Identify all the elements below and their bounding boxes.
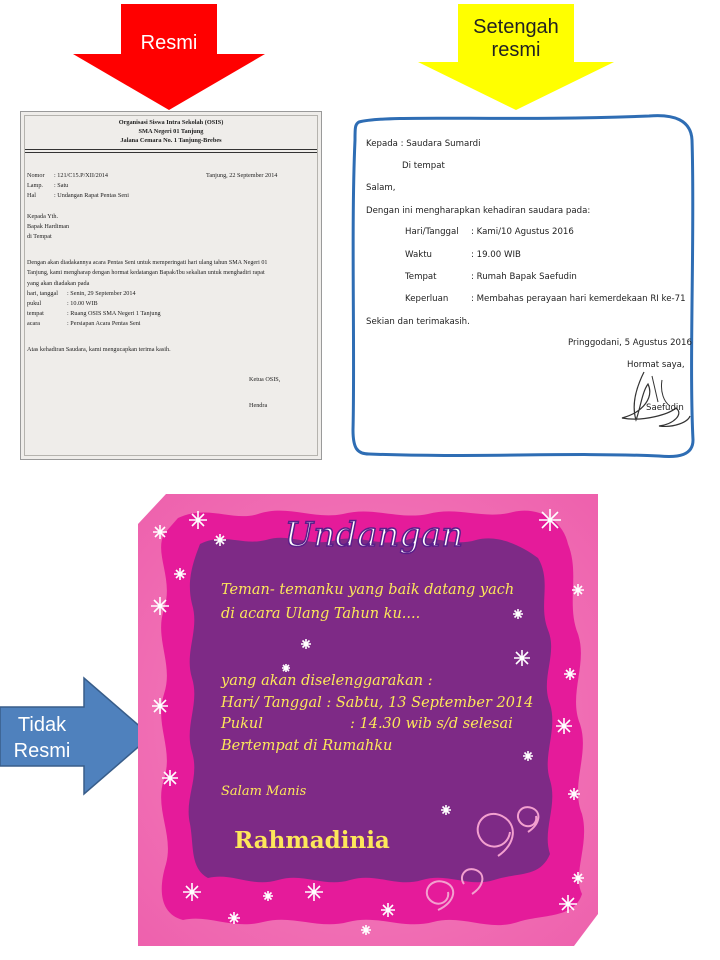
snowflake-icon <box>539 509 561 531</box>
snowflake-icon <box>153 525 167 539</box>
semi-waktu-label: Waktu <box>405 250 433 260</box>
formal-body-2: Tanjung, kami mengharap dengan hormat kedatangan Bapak/Ibu sekalian untuk menghadiri rapat <box>27 270 265 276</box>
semi-hari-label: Hari/Tanggal <box>405 227 459 237</box>
formal-place-date: Tanjung, 22 September 2014 <box>206 172 278 179</box>
invitation-name: Rahmadinia <box>234 827 390 854</box>
formal-address: Jalana Cemara No. 1 Tanjung-Brebes <box>120 137 222 144</box>
semi-place-date: Pringgodani, 5 Agustus 2016 <box>568 338 692 348</box>
formal-org: Organisasi Siswa Intra Sekolah (OSIS) <box>118 119 224 126</box>
semi-formal-letter <box>349 110 696 460</box>
formal-acara-label: acara <box>27 320 41 327</box>
snowflake-icon <box>381 903 395 917</box>
snowflake-icon <box>556 718 572 734</box>
resmi-arrow <box>73 4 265 110</box>
invitation-line2: di acara Ulang Tahun ku.... <box>221 606 421 622</box>
invitation-line5-label: Pukul <box>221 716 263 732</box>
invitation-salam: Salam Manis <box>221 784 307 799</box>
formal-body-3: yang akan diadakan pada <box>27 280 90 287</box>
formal-nomor-value: : 121/C15.P/XII/2014 <box>54 172 108 179</box>
formal-lamp-value: : Satu <box>54 182 69 189</box>
semi-di-tempat: Di tempat <box>402 161 445 171</box>
formal-header-rule-thin <box>25 152 317 153</box>
formal-closing: Atas kehadiran Saudara, kami mengucapkan terima kasih. <box>27 346 171 353</box>
formal-body-1: Dengan akan diadakannya acara Pentas Seni untuk memperingati hari ulang tahun SMA Negeri 01 <box>27 260 268 266</box>
formal-tempat-label: tempat <box>27 310 44 317</box>
semi-salam: Salam, <box>366 183 396 193</box>
snowflake-icon <box>282 664 290 672</box>
formal-to-1: Kepada Yth. <box>27 213 59 220</box>
semi-keperluan-value: : Membahas perayaan hari kemerdekaan RI ke-71 <box>471 294 686 304</box>
semi-tempat-label: Tempat <box>405 272 437 282</box>
semi-name: Saefudin <box>646 403 684 413</box>
formal-hari-value: : Senin, 29 September 2014 <box>67 290 136 297</box>
formal-acara-value: : Persiapan Acara Pentas Seni <box>67 320 141 327</box>
formal-school: SMA Negeri 01 Tanjung <box>138 128 204 135</box>
formal-tempat-value: : Ruang OSIS SMA Negeri 1 Tanjung <box>67 310 161 317</box>
formal-signer-title: Ketua OSIS, <box>249 376 281 383</box>
invitation-line6: Bertempat di Rumahku <box>221 738 393 754</box>
invitation-title: Undangan <box>284 515 464 555</box>
formal-to-3: di Tempat <box>27 233 52 240</box>
formal-letter <box>20 111 322 460</box>
semi-intro: Dengan ini mengharapkan kehadiran saudara pada: <box>366 206 591 216</box>
setengah-resmi-label-line1: Setengah <box>473 16 559 38</box>
formal-hal-label: Hal <box>27 192 36 199</box>
semi-hari-value: : Kami/10 Agustus 2016 <box>471 227 574 237</box>
formal-pukul-label: pukul <box>27 300 42 307</box>
semi-closing: Sekian dan terimakasih. <box>366 317 470 327</box>
formal-hal-value: : Undangan Rapat Pentas Seni <box>54 192 129 199</box>
formal-header-rule <box>25 149 317 150</box>
setengah-resmi-label <box>456 16 576 62</box>
snowflake-icon <box>162 770 178 786</box>
formal-nomor-label: Nomor <box>27 172 45 179</box>
formal-pukul-value: : 10.00 WIB <box>67 300 98 307</box>
resmi-label: Resmi <box>140 32 198 54</box>
semi-waktu-value: : 19.00 WIB <box>471 250 521 260</box>
snowflake-icon <box>152 698 168 714</box>
semi-kepada: Kepada : Saudara Sumardi <box>366 139 481 149</box>
formal-to-2: Bapak Hardiman <box>27 223 70 230</box>
invitation-line5-value: : 14.30 wib s/d selesai <box>350 716 513 732</box>
invitation-line4: Hari/ Tanggal : Sabtu, 13 September 2014 <box>221 695 534 711</box>
setengah-resmi-label-line2: resmi <box>491 39 541 61</box>
tidak-resmi-label-line2: Resmi <box>13 740 71 762</box>
formal-hari-label: hari, tanggal <box>27 290 58 297</box>
formal-lamp-label: Lamp. <box>27 182 43 189</box>
tidak-resmi-label-line1: Tidak <box>17 714 67 736</box>
invitation-line1: Teman- temanku yang baik datang yach <box>221 582 515 598</box>
snowflake-icon <box>514 650 530 666</box>
semi-keperluan-label: Keperluan <box>405 294 449 304</box>
invitation-line3: yang akan diselenggarakan : <box>221 673 433 689</box>
signature-scribble <box>614 362 694 432</box>
formal-signer-name: Hendra <box>249 402 268 409</box>
semi-tempat-value: : Rumah Bapak Saefudin <box>471 272 577 282</box>
tidak-resmi-label <box>0 712 84 764</box>
semi-hormat: Hormat saya, <box>627 360 685 370</box>
